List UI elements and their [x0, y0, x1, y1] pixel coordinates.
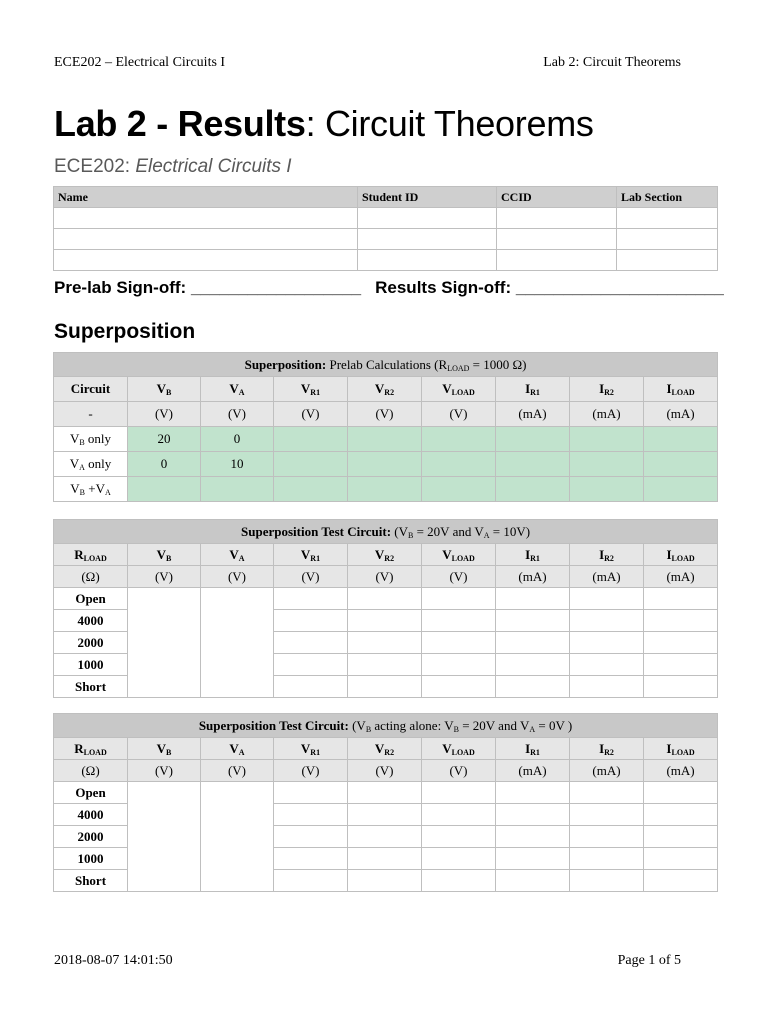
col-header: $I_{R2}$ — [570, 738, 644, 760]
table-row — [54, 229, 718, 250]
lab-section-cell[interactable] — [617, 250, 718, 271]
test-circuit-table-2 — [53, 713, 718, 892]
col-header: $V_{R1}$ — [274, 738, 348, 760]
entry-cell[interactable] — [348, 477, 422, 502]
col-header: $V_A$ — [201, 544, 274, 566]
va-value[interactable] — [201, 477, 274, 502]
col-header: $V_A$ — [201, 738, 274, 760]
va-value[interactable]: 0 — [201, 427, 274, 452]
entry-cell[interactable] — [496, 477, 570, 502]
page-subtitle — [54, 156, 292, 178]
unit-cell: (V) — [201, 566, 274, 588]
entry-cell[interactable] — [422, 452, 496, 477]
col-header: $V_B$ — [128, 738, 201, 760]
entry-cell[interactable] — [496, 848, 570, 870]
name-cell[interactable] — [54, 229, 358, 250]
entry-cell[interactable] — [274, 826, 348, 848]
col-header: $I_{R1}$ — [496, 738, 570, 760]
col-header: $R_{LOAD}$ — [54, 738, 128, 760]
entry-cell[interactable] — [274, 848, 348, 870]
entry-cell[interactable] — [644, 427, 718, 452]
footer-timestamp: 2018-08-07 14:01:50 — [54, 953, 173, 968]
entry-cell[interactable] — [274, 632, 348, 654]
entry-cell[interactable] — [422, 427, 496, 452]
entry-cell[interactable] — [348, 676, 422, 698]
unit-cell: (mA) — [496, 760, 570, 782]
title-bold: Lab 2 - Results — [54, 103, 306, 144]
unit-cell: (V) — [128, 566, 201, 588]
entry-cell[interactable] — [348, 804, 422, 826]
entry-cell[interactable] — [496, 782, 570, 804]
row-label: $V_A$ only — [54, 452, 128, 477]
entry-cell[interactable] — [348, 632, 422, 654]
col-header: $I_{R1}$ — [496, 377, 570, 402]
col-header: $V_B$ — [128, 377, 201, 402]
entry-cell[interactable] — [644, 848, 718, 870]
signoff-line — [54, 278, 724, 298]
section-title: Superposition — [54, 320, 196, 343]
col-header: $I_{LOAD}$ — [644, 738, 718, 760]
entry-cell[interactable] — [570, 826, 644, 848]
unit-cell: (mA) — [496, 402, 570, 427]
unit-cell: (V) — [422, 402, 496, 427]
student-info-table — [53, 186, 718, 271]
footer-page-number: Page 1 of 5 — [617, 953, 681, 968]
ccid-cell[interactable] — [497, 208, 617, 229]
table-row — [54, 452, 718, 477]
lab-section-cell[interactable] — [617, 229, 718, 250]
unit-cell: (V) — [201, 760, 274, 782]
entry-cell[interactable] — [644, 610, 718, 632]
entry-cell[interactable] — [274, 477, 348, 502]
col-header: Circuit — [54, 377, 128, 402]
entry-cell[interactable] — [644, 654, 718, 676]
title-rest: : Circuit Theorems — [305, 103, 594, 144]
va-value[interactable]: 10 — [201, 452, 274, 477]
test-circuit-table-1 — [53, 519, 718, 698]
prelab-signoff: Pre-lab Sign-off: __________________ — [54, 278, 362, 297]
entry-cell[interactable] — [644, 676, 718, 698]
entry-cell[interactable] — [274, 588, 348, 610]
entry-cell[interactable] — [570, 782, 644, 804]
entry-cell[interactable] — [422, 804, 496, 826]
entry-cell[interactable] — [422, 826, 496, 848]
vb-value[interactable]: 20 — [128, 427, 201, 452]
header-row — [54, 377, 718, 402]
col-header: $V_B$ — [128, 544, 201, 566]
name-cell[interactable] — [54, 250, 358, 271]
entry-cell[interactable] — [422, 588, 496, 610]
unit-cell: (V) — [274, 566, 348, 588]
unit-cell: - — [54, 402, 128, 427]
unit-cell: (V) — [422, 566, 496, 588]
entry-cell[interactable] — [570, 804, 644, 826]
prelab-calculations-table — [53, 352, 718, 502]
entry-cell[interactable] — [644, 477, 718, 502]
col-header: $V_{R1}$ — [274, 377, 348, 402]
unit-cell: (mA) — [570, 760, 644, 782]
col-header: $R_{LOAD}$ — [54, 544, 128, 566]
entry-cell[interactable] — [644, 870, 718, 892]
table-caption: Superposition Test Circuit: ($V_B$ acting alone: $V_B = 20V$ and $V_A = 0V$ ) — [54, 714, 718, 738]
units-row — [54, 760, 718, 782]
entry-cell[interactable] — [496, 826, 570, 848]
entry-cell[interactable] — [348, 826, 422, 848]
entry-cell[interactable] — [570, 452, 644, 477]
unit-cell: (V) — [348, 402, 422, 427]
rload-label: Open — [54, 588, 128, 610]
header-course: ECE202 – Electrical Circuits I — [54, 55, 226, 70]
col-lab-section: Lab Section — [617, 187, 718, 208]
entry-cell[interactable] — [496, 654, 570, 676]
col-header: $V_A$ — [201, 377, 274, 402]
table-caption: Superposition: Prelab Calculations ($R_{LOAD} = 1000$ Ω) — [54, 353, 718, 377]
entry-cell[interactable] — [644, 588, 718, 610]
entry-cell[interactable] — [496, 870, 570, 892]
col-header: $I_{R1}$ — [496, 544, 570, 566]
col-header: $V_{LOAD}$ — [422, 738, 496, 760]
name-cell[interactable] — [54, 208, 358, 229]
entry-cell[interactable] — [570, 848, 644, 870]
va-entry[interactable] — [201, 588, 274, 698]
entry-cell[interactable] — [422, 632, 496, 654]
table-caption: Superposition Test Circuit: ($V_B = 20V$ and $V_A = 10V$) — [54, 520, 718, 544]
entry-cell[interactable] — [644, 452, 718, 477]
col-header: $V_{LOAD}$ — [422, 544, 496, 566]
table-row — [54, 588, 718, 610]
table-row — [54, 782, 718, 804]
entry-cell[interactable] — [496, 610, 570, 632]
entry-cell[interactable] — [496, 804, 570, 826]
unit-cell: (V) — [128, 402, 201, 427]
rload-label: 2000 — [54, 632, 128, 654]
col-student-id: Student ID — [358, 187, 497, 208]
header-row — [54, 544, 718, 566]
rload-label: 2000 — [54, 826, 128, 848]
row-label: $V_B +V_A$ — [54, 477, 128, 502]
entry-cell[interactable] — [348, 610, 422, 632]
entry-cell[interactable] — [570, 588, 644, 610]
rload-label: 4000 — [54, 610, 128, 632]
col-header: $I_{LOAD}$ — [644, 377, 718, 402]
entry-cell[interactable] — [422, 477, 496, 502]
vb-entry[interactable] — [128, 782, 201, 892]
col-name: Name — [54, 187, 358, 208]
col-header: $V_{LOAD}$ — [422, 377, 496, 402]
vb-value[interactable] — [128, 477, 201, 502]
entry-cell[interactable] — [348, 782, 422, 804]
unit-cell: (V) — [274, 402, 348, 427]
student-id-cell[interactable] — [358, 229, 497, 250]
col-header: $V_{R2}$ — [348, 738, 422, 760]
entry-cell[interactable] — [644, 826, 718, 848]
entry-cell[interactable] — [496, 632, 570, 654]
unit-cell: (V) — [348, 760, 422, 782]
lab-section-cell[interactable] — [617, 208, 718, 229]
entry-cell[interactable] — [274, 782, 348, 804]
entry-cell[interactable] — [570, 427, 644, 452]
col-header: $I_{LOAD}$ — [644, 544, 718, 566]
results-signoff: Results Sign-off: ______________________ — [375, 278, 724, 297]
header-lab: Lab 2: Circuit Theorems — [543, 55, 681, 70]
table-row — [54, 477, 718, 502]
entry-cell[interactable] — [644, 632, 718, 654]
entry-cell[interactable] — [422, 610, 496, 632]
entry-cell[interactable] — [422, 848, 496, 870]
subtitle-name: Electrical Circuits I — [135, 156, 292, 177]
unit-cell: (mA) — [644, 760, 718, 782]
entry-cell[interactable] — [644, 782, 718, 804]
entry-cell[interactable] — [348, 452, 422, 477]
entry-cell[interactable] — [348, 870, 422, 892]
units-row — [54, 402, 718, 427]
entry-cell[interactable] — [274, 870, 348, 892]
vb-entry[interactable] — [128, 588, 201, 698]
entry-cell[interactable] — [348, 588, 422, 610]
entry-cell[interactable] — [570, 870, 644, 892]
unit-cell: (V) — [348, 566, 422, 588]
unit-cell: (V) — [128, 760, 201, 782]
col-ccid: CCID — [497, 187, 617, 208]
entry-cell[interactable] — [496, 427, 570, 452]
unit-cell: (Ω) — [54, 566, 128, 588]
unit-cell: (V) — [422, 760, 496, 782]
entry-cell[interactable] — [274, 804, 348, 826]
student-id-cell[interactable] — [358, 250, 497, 271]
entry-cell[interactable] — [348, 848, 422, 870]
unit-cell: (mA) — [644, 566, 718, 588]
col-header: $I_{R2}$ — [570, 377, 644, 402]
ccid-cell[interactable] — [497, 229, 617, 250]
entry-cell[interactable] — [274, 452, 348, 477]
entry-cell[interactable] — [496, 452, 570, 477]
entry-cell[interactable] — [422, 870, 496, 892]
entry-cell[interactable] — [570, 676, 644, 698]
entry-cell[interactable] — [348, 427, 422, 452]
ccid-cell[interactable] — [497, 250, 617, 271]
unit-cell: (mA) — [570, 566, 644, 588]
table-row — [54, 208, 718, 229]
unit-cell: (mA) — [644, 402, 718, 427]
unit-cell: (V) — [201, 402, 274, 427]
entry-cell[interactable] — [348, 654, 422, 676]
units-row — [54, 566, 718, 588]
unit-cell: (mA) — [496, 566, 570, 588]
col-header: $V_{R2}$ — [348, 377, 422, 402]
col-header: $V_{R1}$ — [274, 544, 348, 566]
entry-cell[interactable] — [422, 676, 496, 698]
va-entry[interactable] — [201, 782, 274, 892]
page-title — [54, 103, 594, 145]
rload-label: 1000 — [54, 654, 128, 676]
entry-cell[interactable] — [570, 477, 644, 502]
rload-label: 4000 — [54, 804, 128, 826]
entry-cell[interactable] — [570, 654, 644, 676]
entry-cell[interactable] — [274, 427, 348, 452]
header-row — [54, 738, 718, 760]
subtitle-course: ECE202: — [54, 156, 136, 177]
unit-cell: (V) — [274, 760, 348, 782]
rload-label: Open — [54, 782, 128, 804]
entry-cell[interactable] — [274, 610, 348, 632]
col-header: $I_{R2}$ — [570, 544, 644, 566]
vb-value[interactable]: 0 — [128, 452, 201, 477]
rload-label: Short — [54, 676, 128, 698]
student-id-cell[interactable] — [358, 208, 497, 229]
entry-cell[interactable] — [422, 782, 496, 804]
table-row — [54, 427, 718, 452]
entry-cell[interactable] — [422, 654, 496, 676]
rload-label: Short — [54, 870, 128, 892]
rload-label: 1000 — [54, 848, 128, 870]
row-label: $V_B$ only — [54, 427, 128, 452]
entry-cell[interactable] — [570, 610, 644, 632]
entry-cell[interactable] — [570, 632, 644, 654]
table-row — [54, 250, 718, 271]
entry-cell[interactable] — [274, 654, 348, 676]
unit-cell: (mA) — [570, 402, 644, 427]
col-header: $V_{R2}$ — [348, 544, 422, 566]
entry-cell[interactable] — [496, 588, 570, 610]
entry-cell[interactable] — [644, 804, 718, 826]
unit-cell: (Ω) — [54, 760, 128, 782]
entry-cell[interactable] — [496, 676, 570, 698]
entry-cell[interactable] — [274, 676, 348, 698]
